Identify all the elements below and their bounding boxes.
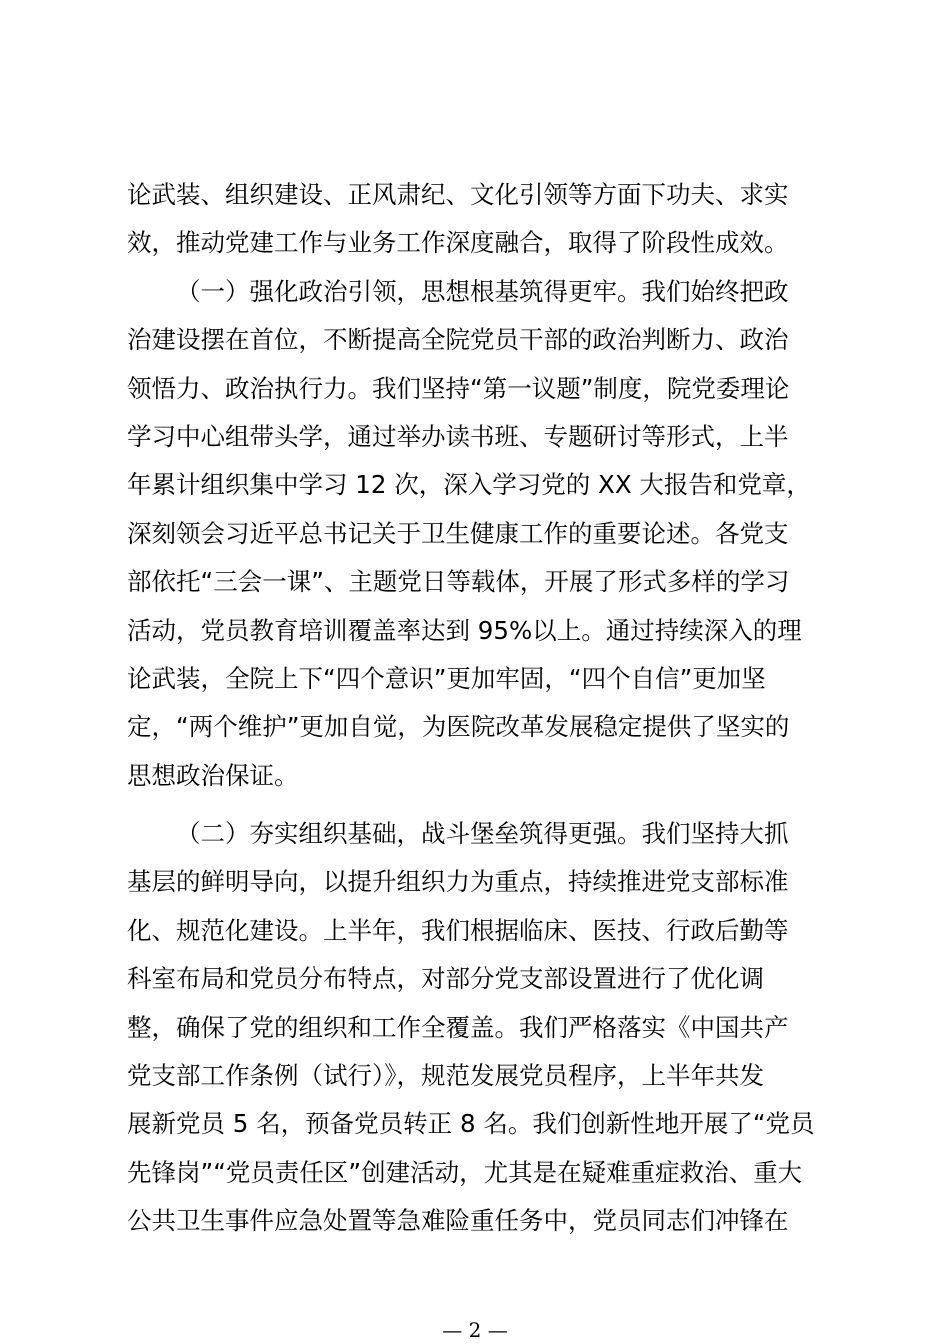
document-body bbox=[127, 171, 827, 1246]
text-line: 部依托“三会一课”、主题党日等载体，开展了形式多样的学习 bbox=[127, 567, 790, 597]
page-number: — 2 — bbox=[442, 1318, 508, 1342]
text-line: 公共卫生事件应急处置等急难险重任务中，党员同志们冲锋在 bbox=[127, 1206, 789, 1236]
text-line: 治建设摆在首位，不断提高全院党员干部的政治判断力、政治 bbox=[127, 325, 789, 355]
section-heading-line: （二）夯实组织基础，战斗堡垒筑得更强。我们坚持大抓 bbox=[176, 819, 789, 849]
text-line: 先锋岗”“党员责任区”创建活动，尤其是在疑难重症救治、重大 bbox=[127, 1157, 803, 1187]
text-line: 活动，党员教育培训覆盖率达到 95%以上。通过持续深入的理 bbox=[127, 615, 802, 645]
text-line: 党支部工作条例（试行）》，规范发展党员程序，上半年共发 bbox=[127, 1061, 764, 1091]
text-line: 深刻领会习近平总书记关于卫生健康工作的重要论述。各党支 bbox=[127, 518, 789, 548]
text-line: 定，“两个维护”更加自觉，为医院改革发展稳定提供了坚实的 bbox=[127, 712, 790, 742]
text-line: 科室布局和党员分布特点，对部分党支部设置进行了优化调 bbox=[127, 964, 764, 994]
text-line: 论武装，全院上下“四个意识”更加牢固，“四个自信”更加坚 bbox=[127, 663, 766, 693]
text-line: 论武装、组织建设、正风肃纪、文化引领等方面下功夫、求实 bbox=[127, 180, 789, 209]
text-line: 学习中心组带头学，通过举办读书班、专题研讨等形式，上半 bbox=[127, 421, 789, 451]
text-line: 思想政治保证。 bbox=[127, 760, 299, 790]
text-line: 基层的鲜明导向，以提升组织力为重点，持续推进党支部标准 bbox=[127, 867, 789, 897]
text-line: 年累计组织集中学习 12 次，深入学习党的 XX 大报告和党章， bbox=[127, 470, 811, 500]
text-line: 效，推动党建工作与业务工作深度融合，取得了阶段性成效。 bbox=[127, 228, 789, 258]
section-heading-line: （一）强化政治引领，思想根基筑得更牢。我们始终把政 bbox=[176, 276, 789, 306]
text-line: 展新党员 5 名，预备党员转正 8 名。我们创新性地开展了“党员 bbox=[127, 1109, 815, 1139]
text-line: 领悟力、政治执行力。我们坚持“第一议题”制度，院党委理论 bbox=[127, 373, 790, 403]
text-line: 化、规范化建设。上半年，我们根据临床、医技、行政后勤等 bbox=[127, 915, 789, 945]
text-line: 整，确保了党的组织和工作全覆盖。我们严格落实《中国共产 bbox=[127, 1012, 789, 1042]
